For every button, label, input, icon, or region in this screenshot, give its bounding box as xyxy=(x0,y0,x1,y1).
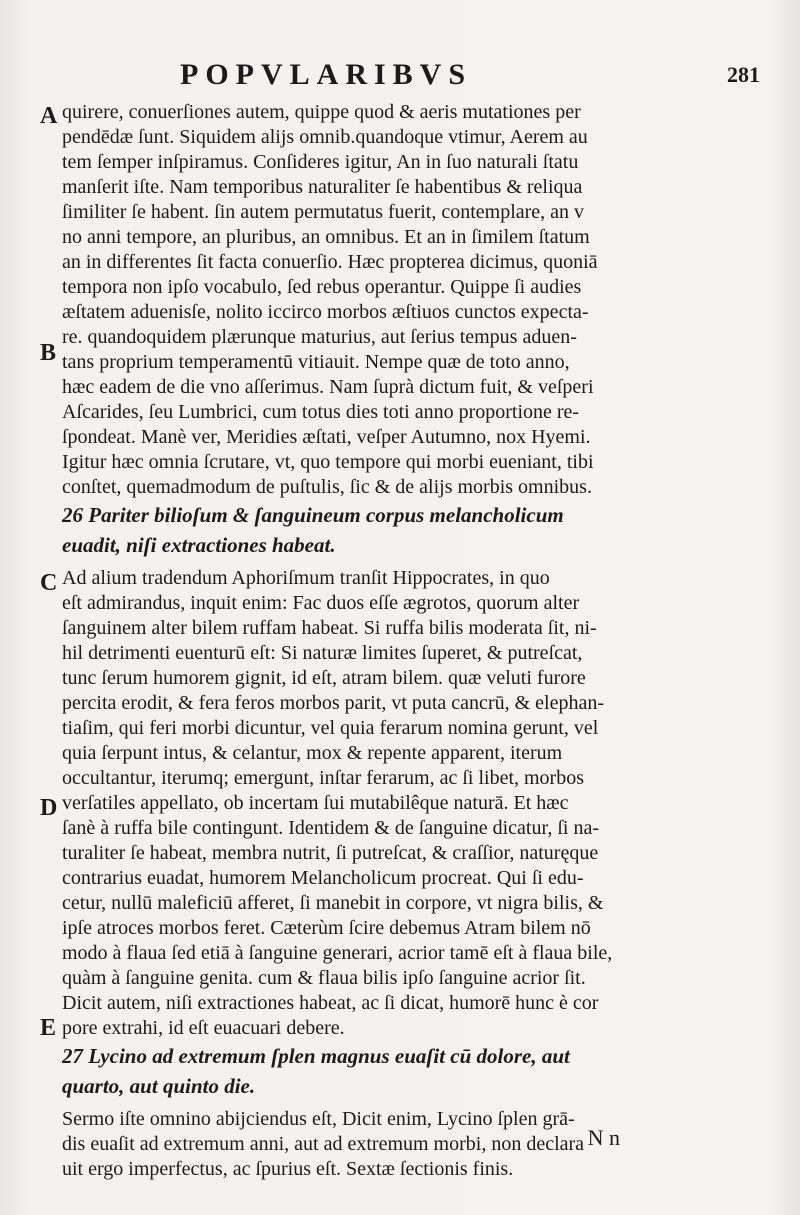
text-line: no anni tempore, an pluribus, an omnibus. Et an in ſimilem ſtatum xyxy=(62,226,590,248)
text-line: ſanè à ruffa bile contingunt. Identidem & de ſanguine dicatur, ſi na- xyxy=(62,817,599,839)
text-line: quirere, conuerſiones autem, quippe quod & aeris mutationes per xyxy=(62,101,581,123)
text-line: occultantur, iterumq; emergunt, inſtar ferarum, ac ſi libet, morbos xyxy=(62,767,585,789)
text-line: uit ergo imperfectus, ac ſpurius eſt. Sextæ ſectionis finis. xyxy=(62,1158,514,1180)
text-line: tiaſim, qui feri morbi dicuntur, vel quia ferarum nomina gerunt, vel xyxy=(62,717,599,739)
text-line: ſimiliter ſe habent. ſin autem permutatus fuerit, contemplare, an v xyxy=(62,201,585,223)
text-line: an in differentes ſit facta conuerſio. Hæc propterea dicimus, quoniā xyxy=(62,251,598,273)
text-line: tunc ſerum humorem gignit, id eſt, atram bilem. quæ veluti furore xyxy=(62,667,586,689)
text-line: verſatiles appellato, ob incertam ſui mutabilêque naturā. Et hæc xyxy=(62,792,569,814)
text-line: pendēdæ ſunt. Siquidem alijs omnib.quandoque vtimur, Aerem au xyxy=(62,126,588,148)
text-line: Sermo iſte omnino abijciendus eſt, Dicit enim, Lycino ſplen grā- xyxy=(62,1108,575,1130)
margin-letter-a: A xyxy=(40,103,58,129)
text-line: tempora non ipſo vocabulo, ſed rebus operantur. Quippe ſi audies xyxy=(62,276,582,298)
text-line: modo à flaua ſed etiā à ſanguine generari, acrior tamē eſt à flaua bile, xyxy=(62,942,613,964)
body-text xyxy=(62,100,762,1182)
text-line: ſpondeat. Manè ver, Meridies æſtati, veſper Autumno, nox Hyemi. xyxy=(62,426,591,448)
text-line: percita erodit, & fera feros morbos parit, vt puta cancrū, & elephan- xyxy=(62,692,605,714)
text-line: æſtatem aduenisſe, nolito iccirco morbos æſtiuos cunctos expecta- xyxy=(62,301,589,323)
text-line: Igitur hæc omnia ſcrutare, vt, quo tempore qui morbi eueniant, tibi xyxy=(62,451,594,473)
aphorism-27-line: quarto, aut quinto die. xyxy=(62,1074,256,1098)
text-line: hæc eadem de die vno aſſerimus. Nam ſuprà dictum fuit, & veſperi xyxy=(62,376,594,398)
text-line: quàm à ſanguine genita. cum & flaua bilis ipſo ſanguine acrior ſit. xyxy=(62,967,586,989)
running-title: POPVLARIBVS xyxy=(180,58,473,91)
text-line: ipſe atroces morbos feret. Cæterùm ſcire debemus Atram bilem nō xyxy=(62,917,591,939)
aphorism-27-line: 27 Lycino ad extremum ſplen magnus euaſit cū dolore, aut xyxy=(62,1044,570,1068)
text-line: Aſcarides, ſeu Lumbrici, cum totus dies toti anno proportione re- xyxy=(62,401,580,423)
text-line: Dicit autem, niſi extractiones habeat, ac ſi dicat, humorē hunc è cor xyxy=(62,992,599,1014)
text-line: turaliter ſe habeat, membra nutrit, ſi putreſcat, & craſſior, naturęque xyxy=(62,842,599,864)
margin-letter-c: C xyxy=(40,570,58,596)
text-line: contrarius euadat, humorem Melancholicum procreat. Qui ſi edu- xyxy=(62,867,584,889)
margin-letter-b: B xyxy=(40,340,57,366)
text-line: hil detrimenti euenturū eſt: Si naturæ limites ſuperet, & putreſcat, xyxy=(62,642,583,664)
text-line: tem ſemper inſpiramus. Conſideres igitur, An in ſuo naturali ſtatu xyxy=(62,151,579,173)
margin-letter-e: E xyxy=(40,1015,57,1041)
aphorism-26-line: euadit, niſi extractiones habeat. xyxy=(62,533,336,557)
page-number: 281 xyxy=(727,62,760,87)
text-line: Ad alium tradendum Aphoriſmum tranſit Hippocrates, in quo xyxy=(62,567,550,589)
aphorism-26-line: 26 Pariter bilioſum & ſanguineum corpus melancholicum xyxy=(62,503,564,527)
margin-letter-d: D xyxy=(40,795,58,821)
text-line: quia ſerpunt intus, & celantur, mox & repente apparent, iterum xyxy=(62,742,563,764)
signature-mark: N n xyxy=(587,1125,620,1150)
text-line: dis euaſit ad extremum anni, aut ad extremum morbi, non declara xyxy=(62,1133,585,1155)
text-line: conſtet, quemadmodum de puſtulis, ſic & de alijs morbis omnibus. xyxy=(62,476,592,498)
text-line: pore extrahi, id eſt euacuari debere. xyxy=(62,1017,345,1039)
text-line: re. quandoquidem plærunque maturius, aut ſerius tempus aduen- xyxy=(62,326,577,348)
text-line: eſt admirandus, inquit enim: Fac duos eſſe ægrotos, quorum alter xyxy=(62,592,580,614)
text-line: cetur, nullū maleficiū afferet, ſi manebit in corpore, vt nigra bilis, & xyxy=(62,892,604,914)
text-line: ſanguinem alter bilem ruffam habeat. Si ruffa bilis moderata ſit, ni- xyxy=(62,617,597,639)
page-header xyxy=(0,58,800,98)
text-line: manſerit iſte. Nam temporibus naturaliter ſe habentibus & reliqua xyxy=(62,176,583,198)
text-line: tans proprium temperamentū vitiauit. Nempe quæ de toto anno, xyxy=(62,351,570,373)
